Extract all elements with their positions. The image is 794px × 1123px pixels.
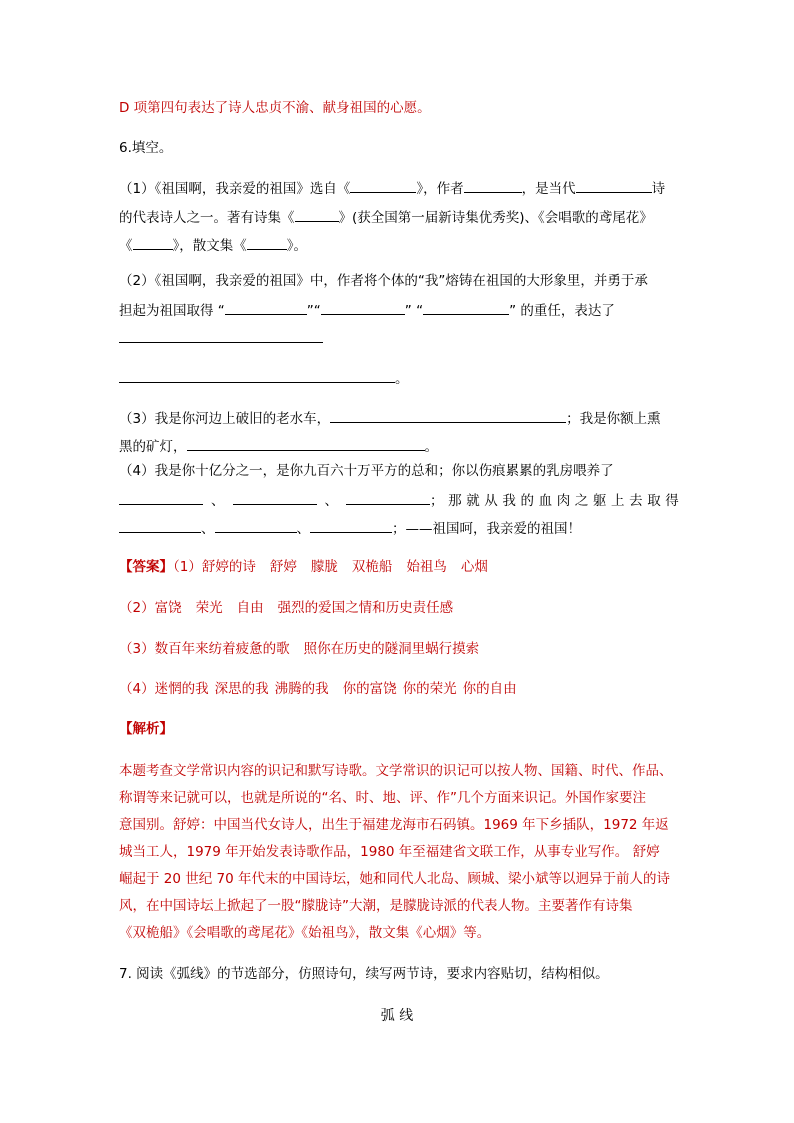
answer-item: 照你在历史的隧洞里蜗行摸索: [303, 641, 480, 657]
answer-line-4: [119, 680, 517, 698]
blank-field[interactable]: [215, 518, 297, 533]
blank-field[interactable]: [330, 408, 566, 423]
answer-item: （1）舒婷的诗: [173, 559, 256, 575]
answer-line-3: [119, 640, 479, 658]
q6-p2-text: ” 的重任，表达了: [509, 303, 615, 319]
q6-part4-line1: （4）我是你十亿分之一，是你九百六十万平方的总和；你以伤痕累累的乳房喂养了: [119, 463, 614, 479]
q6-part2-line4: [119, 368, 409, 388]
blank-field[interactable]: [119, 518, 201, 533]
analysis-line: 本题考查文学常识内容的识记和默写诗歌。文学常识的识记可以按人物、国籍、时代、作品、: [119, 763, 673, 779]
q6-p1-text: 的代表诗人之一。著有诗集《: [119, 210, 295, 226]
analysis-line: 意国别。舒婷：中国当代女诗人，出生于福建龙海市石码镇。1969 年下乡插队，1972 年返: [119, 817, 669, 833]
answer-item: 舒婷: [269, 559, 297, 575]
q6-part4-line3: [119, 518, 581, 538]
blank-field[interactable]: [119, 490, 203, 505]
blank-field[interactable]: [346, 490, 430, 505]
q6-part2-line1: （2）《祖国啊，我亲爱的祖国》中，作者将个体的“我”熔铸在祖国的大形象里，并勇于承: [119, 273, 648, 289]
blank-field[interactable]: [576, 178, 652, 193]
q6-part2-line2: [119, 300, 615, 320]
answer-item: 自由: [236, 600, 264, 616]
q6-p4-text: ；那就从我的血肉之躯上去取得: [430, 493, 684, 509]
q6-p3-text: 。: [424, 439, 438, 455]
q6-part1-line3: [119, 235, 307, 255]
blank-field[interactable]: [119, 368, 395, 383]
answer-item: 你的自由: [462, 681, 517, 697]
blank-field[interactable]: [464, 178, 522, 193]
q6-p4-text: ；——祖国呵，我亲爱的祖国！: [392, 521, 581, 537]
q6-p1-text: 》，作者: [416, 181, 464, 197]
blank-field[interactable]: [247, 235, 287, 250]
q6-part3-line2: [119, 436, 438, 456]
answer-item: （4）迷惘的我: [119, 681, 209, 697]
blank-field[interactable]: [187, 436, 425, 451]
blank-field[interactable]: [119, 328, 323, 343]
answer-label: 【答案】: [119, 559, 173, 575]
q6-p1-text: ，是当代: [521, 181, 576, 197]
q6-p1-text: （1）《祖国啊，我亲爱的祖国》选自《: [119, 181, 351, 197]
separator: 、: [201, 521, 215, 537]
answer-item: 始祖鸟: [406, 559, 447, 575]
blank-field[interactable]: [225, 300, 307, 315]
separator: 、: [296, 521, 310, 537]
poem-title: 弧 线: [380, 1008, 414, 1024]
answer-item: 心烟: [460, 559, 488, 575]
blank-field[interactable]: [321, 300, 405, 315]
blank-field[interactable]: [295, 207, 339, 222]
q6-p2-text: ” “: [404, 303, 424, 319]
analysis-line: 称谓等来记就可以，也就是所说的“名、时、地、评、作”几个方面来识记。外国作家要注: [119, 790, 646, 806]
answer-item: 沸腾的我: [274, 681, 329, 697]
q6-part1-line2: [119, 207, 653, 227]
q6-p1-text: 》，散文集《: [172, 238, 247, 254]
separator: 、: [324, 493, 338, 509]
analysis-line: 风，在中国诗坛上掀起了一股“朦胧诗”大潮，是朦胧诗派的代表人物。主要著作有诗集: [119, 898, 633, 914]
q6-p2-text: ”“: [306, 303, 321, 319]
answer-item: 深思的我: [214, 681, 269, 697]
option-d-explanation: D 项第四句表达了诗人忠贞不渝、献身祖国的心愿。: [119, 100, 431, 116]
answer-item: 荣光: [195, 600, 223, 616]
blank-field[interactable]: [310, 518, 392, 533]
answer-item: （2）富饶: [119, 600, 182, 616]
answer-item: 你的荣光: [402, 681, 457, 697]
q6-p2-text: 担起为祖国取得 “: [119, 303, 225, 319]
answer-item: 强烈的爱国之情和历史责任感: [277, 600, 454, 616]
analysis-line: 《双桅船》《会唱歌的鸢尾花》《始祖鸟》，散文集《心烟》等。: [119, 925, 491, 941]
q6-p1-text: 诗: [651, 181, 666, 197]
analysis-label: 【解析】: [119, 721, 173, 737]
q6-part4-line2: [119, 490, 683, 510]
blank-field[interactable]: [423, 300, 509, 315]
question-6-title: 6.填空。: [119, 140, 173, 156]
analysis-line: 崛起于 20 世纪 70 年代末的中国诗坛，她和同代人北岛、顾城、梁小斌等以迥异于前人的诗: [119, 871, 671, 887]
answer-item: 朦胧: [310, 559, 338, 575]
blank-field[interactable]: [233, 490, 317, 505]
answer-line-2: [119, 599, 453, 617]
q6-part3-line1: [119, 408, 661, 428]
blank-field[interactable]: [133, 235, 173, 250]
q6-p2-text: 。: [395, 371, 409, 387]
q6-part1-line1: [119, 178, 665, 198]
answer-item: （3）数百年来纺着疲惫的歌: [119, 641, 290, 657]
answer-item: 你的富饶: [342, 681, 397, 697]
q6-p3-text: （3）我是你河边上破旧的老水车，: [119, 411, 331, 427]
analysis-line: 城当工人，1979 年开始发表诗歌作品，1980 年至福建省文联工作，从事专业写作。 舒婷: [119, 844, 660, 860]
q6-p1-text: 》(获全国第一届新诗集优秀奖)、《会唱歌的鸢尾花》: [338, 210, 653, 226]
q6-p3-text: 黑的矿灯，: [119, 439, 187, 455]
q6-part2-line3: [119, 328, 323, 348]
answer-item: 双桅船: [351, 559, 393, 575]
question-7-text: 7. 阅读《弧线》的节选部分，仿照诗句，续写两节诗，要求内容贴切，结构相似。: [119, 966, 609, 982]
answer-line-1: [119, 558, 488, 576]
q6-p1-text: 《: [119, 238, 133, 254]
separator: 、: [211, 493, 225, 509]
q6-p3-text: ；我是你额上熏: [566, 411, 661, 427]
q6-p1-text: 》。: [286, 238, 307, 254]
blank-field[interactable]: [350, 178, 416, 193]
